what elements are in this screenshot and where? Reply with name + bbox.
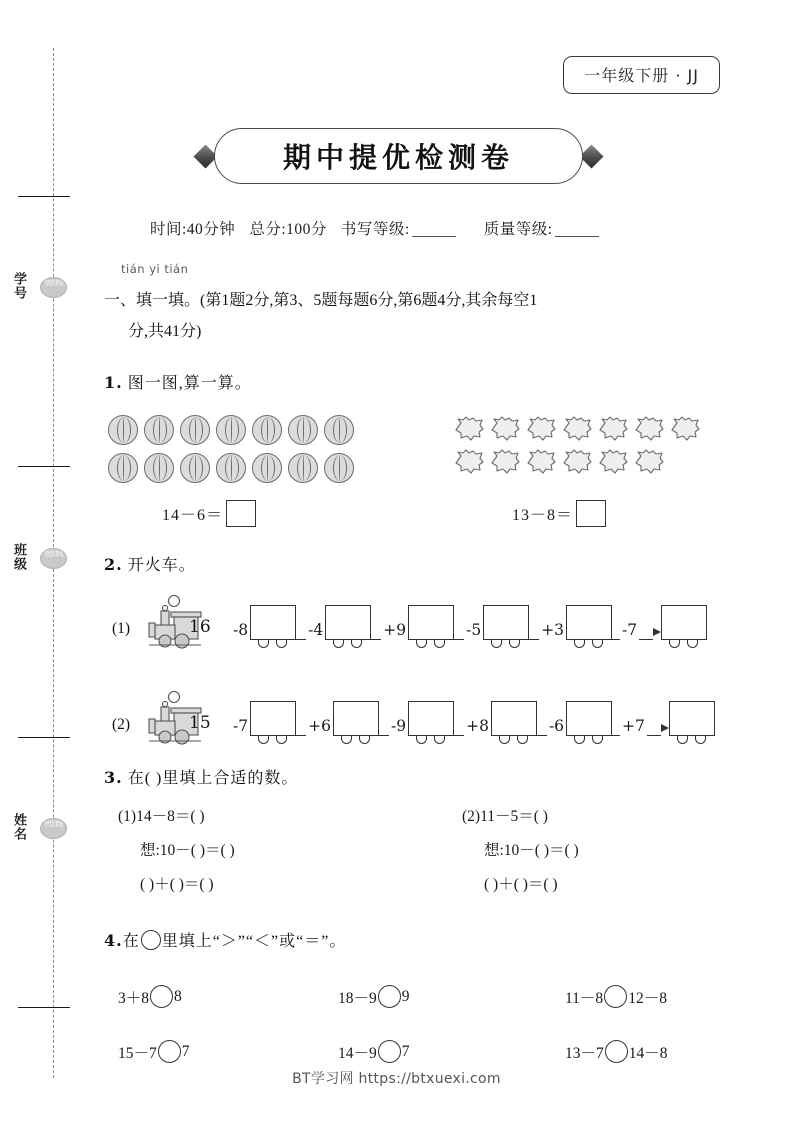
q3-col2-line2[interactable]: 想:10－( )＝( ): [484, 842, 579, 859]
train-1-label: (1): [112, 620, 131, 637]
train-2-arrow-icon: [661, 724, 669, 732]
ball-icon: [252, 415, 282, 445]
page-title: 期中提优检测卷: [282, 141, 514, 174]
compare-circle[interactable]: [378, 1040, 401, 1063]
train-1-box-5[interactable]: [566, 605, 612, 651]
ball-icon: [108, 453, 138, 483]
flower-icon: [599, 449, 629, 474]
train-1-op-2: -4: [308, 621, 324, 639]
margin-label-name: 姓名: [11, 813, 26, 841]
locomotive-icon: [145, 691, 231, 747]
section-pinyin: tián yi tián: [121, 262, 189, 276]
train-2-box-4[interactable]: [491, 701, 537, 747]
q1-ball-row-1: [108, 415, 354, 445]
margin-rule-1: [18, 196, 70, 197]
question-1-number: 1.: [104, 373, 123, 392]
question-4-suffix: 里填上“＞”“＜”或“＝”。: [161, 933, 347, 950]
ball-icon: [324, 453, 354, 483]
train-2-box-1[interactable]: [250, 701, 296, 747]
q4-item-1-2[interactable]: 18－9 9: [338, 985, 410, 1008]
margin-rule-4: [18, 1007, 70, 1008]
ball-icon: [144, 453, 174, 483]
q4-title-circle-icon: [141, 930, 161, 950]
q3-column-1: [118, 800, 235, 902]
question-4-number: 4.: [104, 931, 123, 950]
seal-stamp-3: 密封线: [40, 818, 67, 839]
compare-circle[interactable]: [604, 985, 627, 1008]
train-1-op-5: +3: [541, 621, 565, 639]
q3-col2-line1[interactable]: (2)11－5＝( ): [462, 808, 548, 825]
ball-icon: [216, 415, 246, 445]
q1-right-equation: [512, 500, 606, 527]
train-1-op-6: -7: [622, 621, 638, 639]
train-1: [145, 595, 707, 651]
flower-icon: [491, 416, 521, 441]
q1-left-equation-text: 14－6＝: [162, 507, 224, 524]
train-2-label: (2): [112, 716, 131, 733]
exam-total-label: 总分:100分: [249, 221, 327, 238]
ball-icon: [180, 453, 210, 483]
q1-flower-group: [455, 416, 701, 474]
q1-ball-row-2: [108, 453, 354, 483]
q3-col1-line3[interactable]: ( )＋( )＝( ): [140, 876, 214, 893]
exam-info-line: [150, 217, 599, 239]
q1-flower-row-1: [455, 416, 701, 441]
q4-item-2-3[interactable]: 13－7 14－8: [565, 1040, 668, 1063]
train-2-box-3[interactable]: [408, 701, 454, 747]
ball-icon: [252, 453, 282, 483]
train-1-box-2[interactable]: [325, 605, 371, 651]
question-2-number: 2.: [104, 555, 123, 574]
train-1-op-1: -8: [233, 621, 249, 639]
train-2-op-3: -9: [390, 717, 407, 735]
question-3-number: 3.: [104, 768, 123, 787]
train-2-op-1: -7: [233, 717, 249, 735]
q1-left-answer-box[interactable]: [226, 500, 256, 527]
q3-col1-line1[interactable]: (1)14－8＝( ): [118, 808, 205, 825]
question-2-title: [104, 552, 196, 575]
q1-ball-group: [108, 415, 354, 483]
q4-item-1-1[interactable]: 3＋8 8: [118, 985, 182, 1008]
exam-time-label: 时间:40分钟: [150, 221, 236, 238]
train-2-op-2: +6: [308, 717, 331, 735]
ball-icon: [180, 415, 210, 445]
question-3-title: [104, 765, 298, 788]
flower-icon: [455, 416, 485, 441]
train-1-box-3[interactable]: [408, 605, 454, 651]
ball-icon: [324, 415, 354, 445]
train-2-box-2[interactable]: [333, 701, 379, 747]
flower-icon: [635, 416, 665, 441]
question-4-title: [104, 928, 346, 951]
section-heading-line2: 分,共41分): [128, 323, 202, 340]
seal-stamp-1: 密封线: [40, 277, 67, 298]
compare-circle[interactable]: [158, 1040, 181, 1063]
question-3-text: 在( )里填上合适的数。: [127, 770, 299, 787]
train-2-op-5: -6: [548, 717, 565, 735]
q3-column-2: [462, 800, 579, 902]
locomotive-icon: [145, 595, 231, 651]
q3-col2-line3[interactable]: ( )＋( )＝( ): [484, 876, 558, 893]
q3-col2-label: (2): [462, 808, 481, 825]
q3-col1-line2[interactable]: 想:10－( )＝( ): [140, 842, 235, 859]
section-heading-line1: 一、填一填。(第1题2分,第3、5题每题6分,第6题4分,其余每空1: [104, 292, 538, 309]
title-banner: [196, 128, 601, 186]
ball-icon: [288, 415, 318, 445]
train-2: [145, 691, 715, 747]
train-1-box-6[interactable]: [661, 605, 707, 651]
train-1-box-1[interactable]: [250, 605, 296, 651]
footer-watermark: BT学习网 https://btxuexi.com: [292, 1071, 501, 1087]
ball-icon: [288, 453, 318, 483]
train-1-start-value: 16: [189, 617, 211, 637]
q4-item-1-3[interactable]: 11－8 12－8: [565, 985, 667, 1008]
question-1-text: 图一图,算一算。: [127, 375, 252, 392]
flower-icon: [563, 449, 593, 474]
ball-icon: [144, 415, 174, 445]
flower-icon: [563, 416, 593, 441]
train-1-arrow-icon: [653, 628, 661, 636]
train-1-op-3: +9: [383, 621, 407, 639]
flower-icon: [635, 449, 665, 474]
compare-circle[interactable]: [378, 985, 401, 1008]
ball-icon: [108, 415, 138, 445]
q1-left-equation: [162, 500, 256, 527]
section-heading: [104, 285, 774, 347]
question-1-title: [104, 370, 252, 393]
grade-badge: 一年级下册 · JJ: [563, 56, 720, 94]
margin-label-student-id: 学号: [11, 272, 26, 300]
q4-item-2-1[interactable]: 15－7 7: [118, 1040, 190, 1063]
flower-icon: [527, 449, 557, 474]
train-2-op-6: +7: [622, 717, 645, 735]
margin-rail: [0, 0, 105, 1122]
compare-circle[interactable]: [150, 985, 173, 1008]
writing-grade-blank[interactable]: [412, 236, 456, 237]
flower-icon: [491, 449, 521, 474]
q1-right-answer-box[interactable]: [576, 500, 606, 527]
quality-grade-label: 质量等级:: [483, 221, 553, 238]
ball-icon: [216, 453, 246, 483]
flower-icon: [527, 416, 557, 441]
train-2-box-5[interactable]: [566, 701, 612, 747]
q1-flower-row-2: [455, 449, 701, 474]
quality-grade-blank[interactable]: [555, 236, 599, 237]
compare-circle[interactable]: [605, 1040, 628, 1063]
q3-col1-label: (1): [118, 808, 137, 825]
train-1-op-4: -5: [466, 621, 482, 639]
question-4-prefix: 在: [122, 933, 140, 950]
train-2-op-4: +8: [466, 717, 489, 735]
q4-item-2-2[interactable]: 14－9 7: [338, 1040, 410, 1063]
flower-icon: [671, 416, 701, 441]
margin-rule-2: [18, 466, 70, 467]
writing-grade-label: 书写等级:: [340, 221, 410, 238]
flower-icon: [599, 416, 629, 441]
flower-icon: [455, 449, 485, 474]
train-2-start-value: 15: [189, 713, 211, 733]
question-2-text: 开火车。: [127, 557, 196, 574]
q1-right-equation-text: 13－8＝: [512, 507, 574, 524]
train-1-box-4[interactable]: [483, 605, 529, 651]
margin-rule-3: [18, 737, 70, 738]
train-2-box-6[interactable]: [669, 701, 715, 747]
seal-stamp-2: 密封线: [40, 548, 67, 569]
margin-label-class: 班级: [11, 543, 26, 571]
